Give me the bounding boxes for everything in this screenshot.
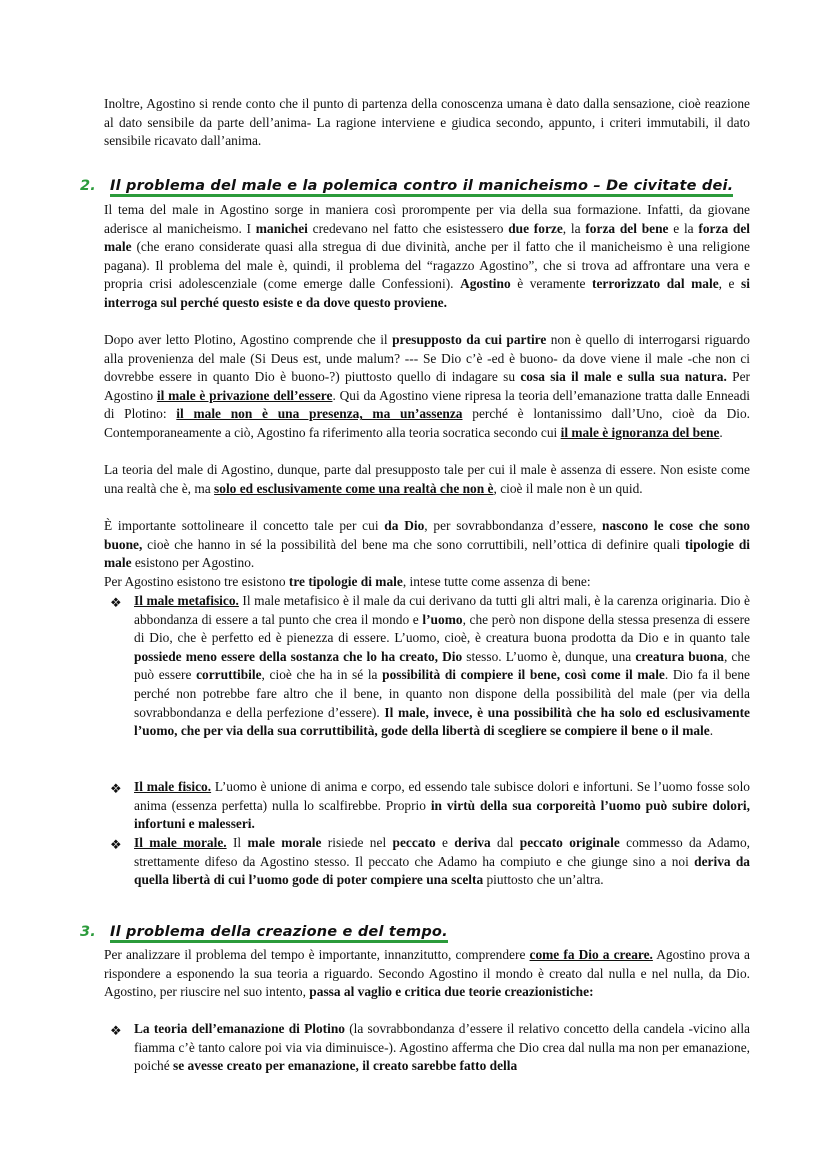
bold-text: possiede meno essere della sostanza che lo ha creato, Dio bbox=[134, 648, 463, 664]
bold-text: tipologie di male bbox=[104, 536, 750, 571]
text-run: stesso. L’uomo è, dunque, una bbox=[462, 648, 636, 664]
text-run: Inoltre, Agostino si rende conto che il punto di partenza della conoscenza umana è dato dalla sensazione, cioè reazione al dato sensibile da parte dell’anima- La ragione interviene e giudica secondo, appunto, i criteri immutabili, il dato sensibile ricavato dall’anima. bbox=[104, 96, 750, 149]
bullet-diamond-icon: ❖ bbox=[110, 837, 122, 852]
bold-text: creatura buona bbox=[635, 648, 724, 664]
section-3-heading bbox=[80, 924, 448, 940]
text-run: , che può essere bbox=[134, 648, 751, 683]
bold-text: da Dio bbox=[384, 518, 425, 533]
text-run: Il male metafisico è il male da cui derivano da tutti gli altri mali, è la carenza originaria. Dio è abbondanza di essere a tal punto che crea il mondo e bbox=[134, 593, 750, 627]
section-3-title: Il problema della creazione e del tempo. bbox=[110, 924, 448, 943]
text-run: risiede nel bbox=[321, 835, 393, 850]
section-2-title: Il problema del male e la polemica contro il manicheismo – De civitate dei. bbox=[110, 178, 733, 197]
section-3-number: 3. bbox=[80, 924, 96, 940]
bold-text: due forze bbox=[508, 220, 563, 236]
bold-text: peccato originale bbox=[519, 835, 620, 850]
text-run: Per Agostino esistono tre esistono bbox=[104, 574, 289, 589]
text-run: La teoria del male di Agostino, dunque, parte dal presupposto tale per cui il male è assenza di essere. Non esiste come una realtà che è, ma bbox=[104, 462, 750, 496]
text-run: . bbox=[709, 723, 714, 739]
text-run: (che erano considerate quasi alla stregua di due divinità, anche per il fatto che il manicheismo è una religione pagana). Il problema del male è, quindi, il problema del “ragazzo Agostino”, che si trova ad affrontare una vera e propria crisi adolescenziale (come emerge dalle Confessioni). bbox=[104, 239, 750, 292]
text-run: (la sovrabbondanza d’essere il relativo concetto della candela -vicino alla fiamma c’è tanto calore poi via via diminuisce-). Agostino afferma che Dio crea dal nulla ma non per emanazione, poiché bbox=[134, 1021, 750, 1074]
bold-text: deriva da quella libertà di cui l’uomo gode di poter compiere una scelta bbox=[134, 853, 751, 888]
text-run: commesso da Adamo, strettamente difeso da Agostino stesso. Il peccato che Adamo ha compiuto e che giunge sino a noi bbox=[134, 835, 750, 869]
bold-text: nascono le cose che sono buone, bbox=[104, 518, 751, 552]
text-run: piuttosto che un’altra. bbox=[483, 872, 604, 888]
text-run: , la bbox=[562, 220, 586, 236]
text-run: , che però non dispone della stessa presenza di essere di Dio, che è perfetto ed è pienezza di essere. L’uomo, cioè, è creatura buona prodotta da Dio e in quanto tale bbox=[134, 611, 750, 646]
bullet-diamond-icon: ❖ bbox=[110, 781, 122, 796]
text-run: . Dio fa il bene perché non potrebbe fare altro che il bene, in quanto non dispone della possibilità del male (per via della sovrabbondanza e della perfezione d’essere). bbox=[134, 667, 750, 720]
text-run: , cioè il male non è un quid. bbox=[493, 480, 643, 496]
bold-underlined-text: il male non è una presenza, ma un’assenza bbox=[176, 406, 463, 422]
bullet-diamond-icon: ❖ bbox=[110, 595, 122, 610]
bold-text: passa al vaglio e critica due teorie creazionistiche: bbox=[309, 984, 594, 1000]
text-run: , cioè che ha in sé la bbox=[261, 667, 383, 683]
section-2-number: 2. bbox=[80, 178, 96, 194]
text-run: dal bbox=[490, 835, 520, 850]
bold-text: peccato bbox=[392, 835, 436, 850]
bold-text: La teoria dell’emanazione di Plotino bbox=[134, 1021, 345, 1036]
bold-text: Agostino bbox=[460, 276, 511, 292]
text-run: È importante sottolineare il concetto tale per cui bbox=[104, 518, 385, 533]
bold-text: Il male, invece, è una possibilità che ha solo ed esclusivamente l’uomo, che per via della sua corruttibilità, gode della libertà di scegliere se compiere il bene o il male bbox=[134, 704, 750, 739]
text-run: cioè che hanno in sé la possibilità del bene ma che sono corruttibili, nell’ottica di definire quali bbox=[142, 536, 685, 552]
bold-underlined-text: Il male metafisico. bbox=[134, 593, 239, 608]
bold-text: terrorizzato dal male bbox=[592, 276, 719, 292]
text-run: Agostino prova a rispondere a esponendo la sua teoria a riguardo. Secondo Agostino il mondo è creato dal nulla e nel nulla, da Dio. Agostino, per riuscire nel suo intento, bbox=[104, 947, 751, 1000]
bullet-male-metafisico bbox=[134, 592, 750, 741]
text-run: . Qui da Agostino viene ripresa la teoria dell’emanazione tratta dalle Enneadi di Plotino: bbox=[104, 387, 750, 422]
text-run: e bbox=[435, 835, 455, 850]
bold-text: male morale bbox=[247, 835, 322, 850]
section-2-paragraph-1 bbox=[104, 201, 750, 313]
bullet-diamond-icon: ❖ bbox=[110, 1023, 122, 1038]
bold-text: cosa sia il male e sulla sua natura. bbox=[520, 369, 727, 385]
bullet-teoria-emanazione bbox=[134, 1020, 750, 1076]
bold-underlined-text: solo ed esclusivamente come una realtà che non è bbox=[214, 480, 494, 496]
section-2-paragraph-4 bbox=[104, 517, 750, 573]
bold-text: forza del bene bbox=[585, 220, 669, 236]
bullet-male-fisico bbox=[134, 778, 750, 834]
text-run: Dopo aver letto Plotino, Agostino comprende che il bbox=[104, 332, 393, 347]
text-run: è veramente bbox=[510, 276, 593, 292]
bold-text: tre tipologie di male bbox=[288, 574, 403, 589]
section-2-paragraph-3 bbox=[104, 461, 750, 498]
text-run: non è quello di interrogarsi riguardo alla provenienza del male (Si Deus est, unde malum? --- Se Dio c’è -ed è buono- da dove viene il male -che non ci dovrebbe essere in quanto Dio è buono-?) piuttosto quello di indagare su bbox=[104, 332, 750, 385]
bold-underlined-text: Il male fisico. bbox=[134, 779, 212, 794]
bold-underlined-text: Il male morale. bbox=[134, 835, 227, 850]
bold-text: deriva bbox=[454, 835, 491, 850]
bold-text: l’uomo bbox=[422, 611, 463, 627]
bold-underlined-text: il male è ignoranza del bene bbox=[560, 424, 720, 440]
bold-text: si interroga sul perché questo esiste e da dove questo proviene. bbox=[104, 276, 750, 310]
section-3-paragraph-1 bbox=[104, 946, 750, 1002]
section-2-paragraph-5 bbox=[104, 573, 750, 592]
text-run: . bbox=[719, 424, 723, 440]
bold-text: in virtù della sua corporeità l’uomo può subire dolori, infortuni e malesseri. bbox=[134, 797, 750, 832]
text-run: , e bbox=[718, 276, 742, 292]
text-run: Per analizzare il problema del tempo è importante, innanzitutto, comprendere bbox=[104, 947, 530, 962]
text-run: Per Agostino bbox=[104, 369, 750, 403]
text-run: perché è lontanissimo dall’Uno, cioè da Dio. Contemporaneamente a ciò, Agostino fa riferimento alla teoria socratica secondo cui bbox=[104, 406, 751, 440]
bold-underlined-text: il male è privazione dell’essere bbox=[156, 387, 333, 403]
bold-text: manichei bbox=[255, 220, 308, 236]
text-run: , intese tutte come assenza di bene: bbox=[402, 574, 591, 589]
text-run: , per sovrabbondanza d’essere, bbox=[424, 518, 602, 533]
bold-text: possibilità di compiere il bene, così come il male bbox=[382, 667, 665, 683]
bold-text: presupposto da cui partire bbox=[392, 332, 547, 347]
bold-text: corruttibile bbox=[196, 667, 262, 683]
bold-underlined-text: come fa Dio a creare. bbox=[529, 947, 653, 962]
text-run: L’uomo è unione di anima e corpo, ed essendo tale subisce dolori e infortuni. Se l’uomo fosse solo anima (essenza perfetta) nulla lo scalfirebbe. Proprio bbox=[134, 779, 750, 813]
bold-text: forza del male bbox=[104, 220, 751, 255]
intro-paragraph bbox=[104, 95, 750, 151]
text-run: credevano nel fatto che esistessero bbox=[307, 220, 509, 236]
bullet-male-morale bbox=[134, 834, 750, 890]
text-run: Il tema del male in Agostino sorge in maniera così prorompente per via della sua formazione. Infatti, da giovane aderisce al manicheismo. I bbox=[104, 202, 750, 236]
text-run: Il bbox=[226, 835, 248, 850]
section-2-heading bbox=[80, 178, 733, 194]
section-2-paragraph-2 bbox=[104, 331, 750, 443]
text-run: e la bbox=[668, 220, 699, 236]
text-run: esistono per Agostino. bbox=[131, 555, 255, 571]
bold-text: se avesse creato per emanazione, il creato sarebbe fatto della bbox=[173, 1058, 518, 1074]
